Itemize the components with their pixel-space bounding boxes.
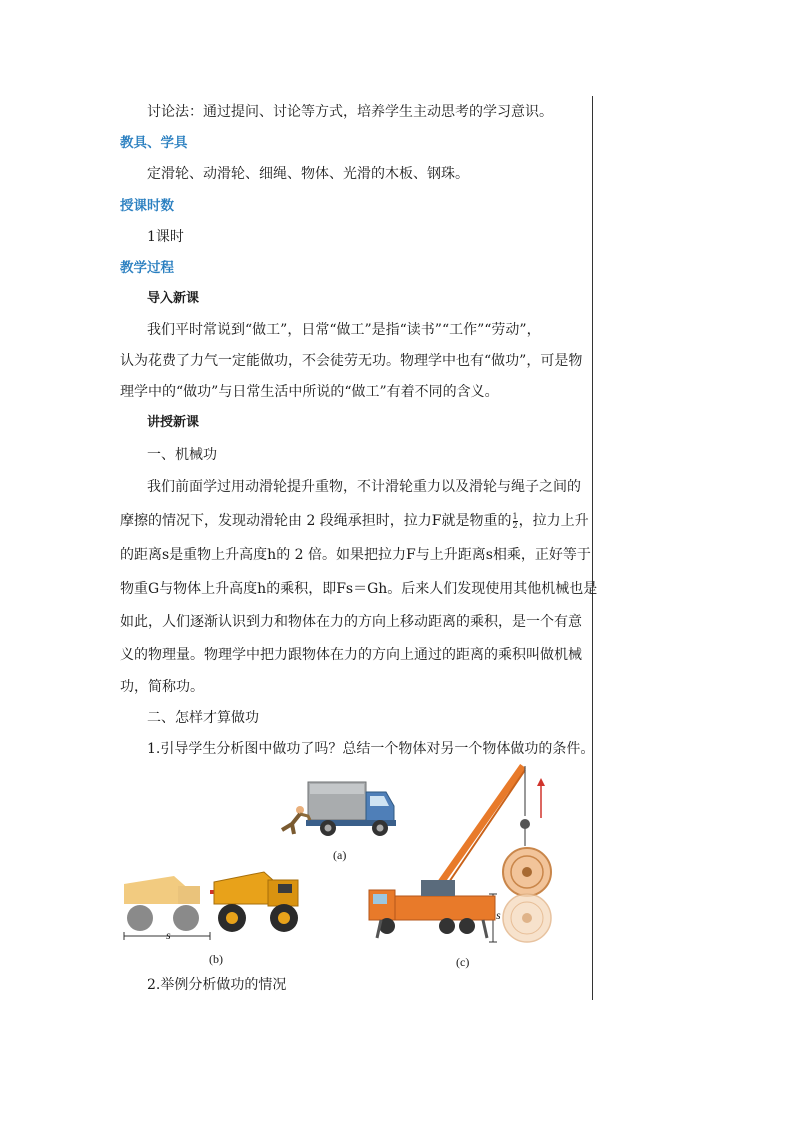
work-line-7: 功，简称功。 [120,679,204,695]
work-line-2-text-b: ，拉力上升 [518,513,589,529]
caption-a: (a) [333,848,347,862]
figure-c-crane [365,760,560,950]
work-line-3: 的距离s是重物上升高度h的 2 倍。如果把拉力F与上升距离s相乘，正好等于 [120,547,591,563]
label-height-s-c: s [496,908,501,922]
figure-b-dump-trucks [118,862,313,944]
fraction-numerator: 1 [512,511,518,521]
question-1: 1.引导学生分析图中做功了吗？总结一个物体对另一个物体做功的条件。 [147,741,595,757]
heading-process: 教学过程 [120,260,174,276]
hours-value: 1课时 [147,229,184,245]
fraction-denominator: 2 [512,520,518,530]
table-border-line [592,96,593,1000]
work-line-4: 物重G与物体上升高度h的乘积，即Fs＝Gh。后来人们发现使用其他机械也是 [120,581,598,597]
caption-c: (c) [456,955,470,969]
work-line-6: 义的物理量。物理学中把力跟物体在力的方向上通过的距离的乘积叫做机械 [120,647,582,663]
heading-tools: 教具、学具 [120,135,188,151]
tools-list: 定滑轮、动滑轮、细绳、物体、光滑的木板、钢珠。 [147,166,469,182]
intro-line-1: 我们平时常说到“做工”，日常“做工”是指“读书”“工作”“劳动”， [147,322,541,338]
intro-line-3: 理学中的“做功”与日常生活中所说的“做工”有着不同的含义。 [120,384,499,400]
section-mechanical-work: 一、机械功 [147,447,217,463]
label-distance-s-b: s [166,928,171,942]
discussion-method: 讨论法：通过提问、讨论等方式，培养学生主动思考的学习意识。 [147,104,553,120]
heading-hours: 授课时数 [120,198,174,214]
caption-b: (b) [209,952,223,966]
work-line-2-text-a: 摩擦的情况下，发现动滑轮由 2 段绳承担时，拉力F就是物重的 [120,513,512,529]
intro-line-2: 认为花费了力气一定能做功，不会徒劳无功。物理学中也有“做功”，可是物 [120,353,583,369]
section-how-work: 二、怎样才算做功 [147,710,259,726]
work-line-1: 我们前面学过用动滑轮提升重物，不计滑轮重力以及滑轮与绳子之间的 [147,479,581,495]
question-2: 2.举例分析做功的情况 [147,977,287,993]
work-line-5: 如此，人们逐渐认识到力和物体在力的方向上移动距离的乘积，是一个有意 [120,614,582,630]
work-line-2 [120,511,589,531]
subheading-teach: 讲授新课 [147,415,200,430]
subheading-intro: 导入新课 [147,291,200,306]
fraction-one-half [513,513,518,530]
